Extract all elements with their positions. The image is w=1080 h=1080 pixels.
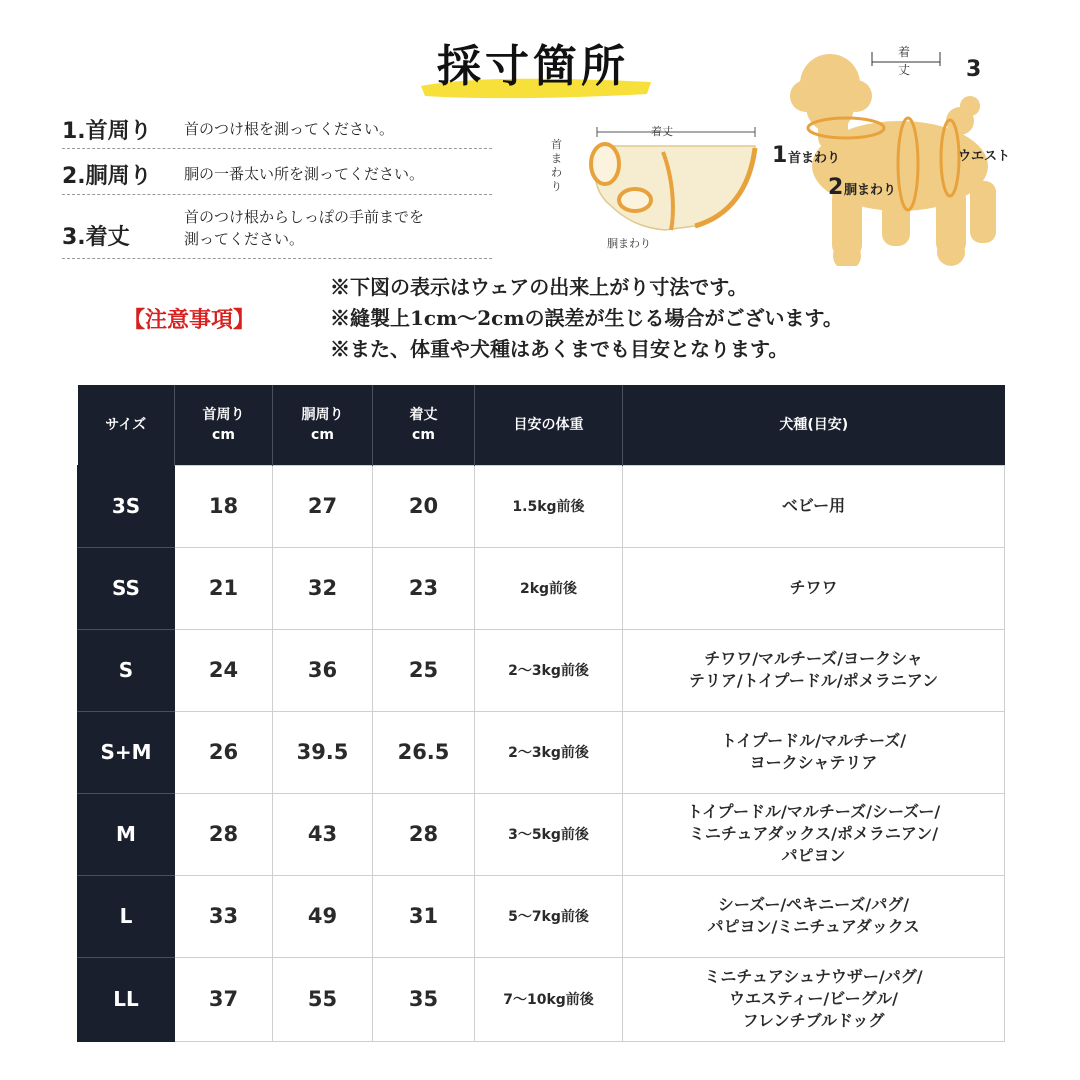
measurement-label: 1.首周り xyxy=(62,119,152,144)
neck-cell: 24 xyxy=(175,629,273,711)
garment-shape xyxy=(591,144,755,230)
measurement-desc: 胴の一番太い所を測ってください。 xyxy=(184,165,425,183)
divider xyxy=(62,258,492,259)
chest-cell: 43 xyxy=(273,793,373,875)
neck-cell: 37 xyxy=(175,957,273,1041)
notice-line: ※また、体重や犬種はあくまでも目安となります。 xyxy=(330,337,789,361)
table-row xyxy=(78,711,1005,793)
length-cell: 31 xyxy=(373,875,475,957)
dog-length-label-char: 着 xyxy=(898,45,911,59)
breed-cell: ミニチュアシュナウザー/パグ/ ウエスティー/ビーグル/ フレンチブルドッグ xyxy=(623,957,1005,1041)
measurement-desc: 首のつけ根を測ってください。 xyxy=(184,120,395,138)
measurement-label: 2.胴周り xyxy=(62,164,152,189)
breed-cell: トイプードル/マルチーズ/ ヨークシャテリア xyxy=(623,711,1005,793)
length-cell: 26.5 xyxy=(373,711,475,793)
page-title: 採寸箇所 xyxy=(437,41,629,92)
weight-cell: 3〜5kg前後 xyxy=(475,793,623,875)
neck-cell: 33 xyxy=(175,875,273,957)
table-row xyxy=(78,629,1005,711)
table-row xyxy=(78,957,1005,1041)
size-cell: S xyxy=(78,629,175,711)
size-cell: LL xyxy=(78,957,175,1041)
neck-cell: 26 xyxy=(175,711,273,793)
breed-cell: チワワ/マルチーズ/ヨークシャ テリア/トイプードル/ポメラニアン xyxy=(623,629,1005,711)
chest-cell: 32 xyxy=(273,547,373,629)
header-length: 着丈 cm xyxy=(373,385,475,465)
length-cell: 28 xyxy=(373,793,475,875)
header-chest: 胴周り cm xyxy=(273,385,373,465)
header-size: サイズ xyxy=(78,385,175,465)
chest-cell: 36 xyxy=(273,629,373,711)
title-block xyxy=(415,22,675,102)
dog-diagram xyxy=(770,36,1050,266)
dog-neck-label: 首まわり xyxy=(788,151,841,166)
garment-neck-label-char: ま xyxy=(551,152,562,165)
size-cell: L xyxy=(78,875,175,957)
divider xyxy=(62,194,492,195)
weight-cell: 5〜7kg前後 xyxy=(475,875,623,957)
weight-cell: 2〜3kg前後 xyxy=(475,711,623,793)
garment-neck-label-char: 首 xyxy=(551,138,562,151)
weight-cell: 1.5kg前後 xyxy=(475,465,623,547)
length-cell: 35 xyxy=(373,957,475,1041)
measurement-label: 3.着丈 xyxy=(62,225,130,250)
length-cell: 25 xyxy=(373,629,475,711)
garment-diagram xyxy=(545,118,770,258)
weight-cell: 2〜3kg前後 xyxy=(475,629,623,711)
divider xyxy=(62,148,492,149)
dog-num-2: 2 xyxy=(828,175,844,200)
size-cell: 3S xyxy=(78,465,175,547)
breed-cell: ベビー用 xyxy=(623,465,1005,547)
table-row xyxy=(78,547,1005,629)
dog-length-label-char: 丈 xyxy=(898,63,911,77)
size-table xyxy=(77,385,1005,1042)
dog-num-1: 1 xyxy=(772,143,788,168)
notice-lines xyxy=(330,272,843,365)
dog-num-3: 3 xyxy=(966,57,982,82)
table-row xyxy=(78,465,1005,547)
size-cell: SS xyxy=(78,547,175,629)
garment-chest-label: 胴まわり xyxy=(607,237,651,250)
table-row xyxy=(78,793,1005,875)
header-weight: 目安の体重 xyxy=(475,385,623,465)
weight-cell: 7〜10kg前後 xyxy=(475,957,623,1041)
length-cell: 23 xyxy=(373,547,475,629)
chest-cell: 55 xyxy=(273,957,373,1041)
breed-cell: チワワ xyxy=(623,547,1005,629)
size-cell: S+M xyxy=(78,711,175,793)
neck-cell: 18 xyxy=(175,465,273,547)
length-cell: 20 xyxy=(373,465,475,547)
notice-title: 【注意事項】 xyxy=(123,308,256,333)
breed-cell: トイプードル/マルチーズ/シーズー/ ミニチュアダックス/ポメラニアン/ パピヨン xyxy=(623,793,1005,875)
notice-line: ※下図の表示はウェアの出来上がり寸法です。 xyxy=(330,275,748,299)
header-breed: 犬種(目安) xyxy=(623,385,1005,465)
table-header-row xyxy=(78,385,1005,465)
chest-cell: 27 xyxy=(273,465,373,547)
breed-cell: シーズー/ペキニーズ/パグ/ パピヨン/ミニチュアダックス xyxy=(623,875,1005,957)
notice-line: ※縫製上1cm〜2cmの誤差が生じる場合がございます。 xyxy=(330,306,843,330)
chest-cell: 49 xyxy=(273,875,373,957)
neck-cell: 28 xyxy=(175,793,273,875)
dog-chest-label: 胴まわり xyxy=(844,183,897,198)
dog-waist-label: ウエスト xyxy=(958,149,1011,164)
size-cell: M xyxy=(78,793,175,875)
header-neck: 首周り cm xyxy=(175,385,273,465)
table-row xyxy=(78,875,1005,957)
garment-neck-label-char: わ xyxy=(551,166,562,179)
garment-neck-label-char: り xyxy=(551,180,562,193)
chest-cell: 39.5 xyxy=(273,711,373,793)
measurement-desc: 首のつけ根からしっぽの手前までを xyxy=(184,208,425,226)
garment-length-label: 着丈 xyxy=(651,125,673,138)
neck-cell: 21 xyxy=(175,547,273,629)
weight-cell: 2kg前後 xyxy=(475,547,623,629)
measurement-desc: 測ってください。 xyxy=(184,230,305,248)
